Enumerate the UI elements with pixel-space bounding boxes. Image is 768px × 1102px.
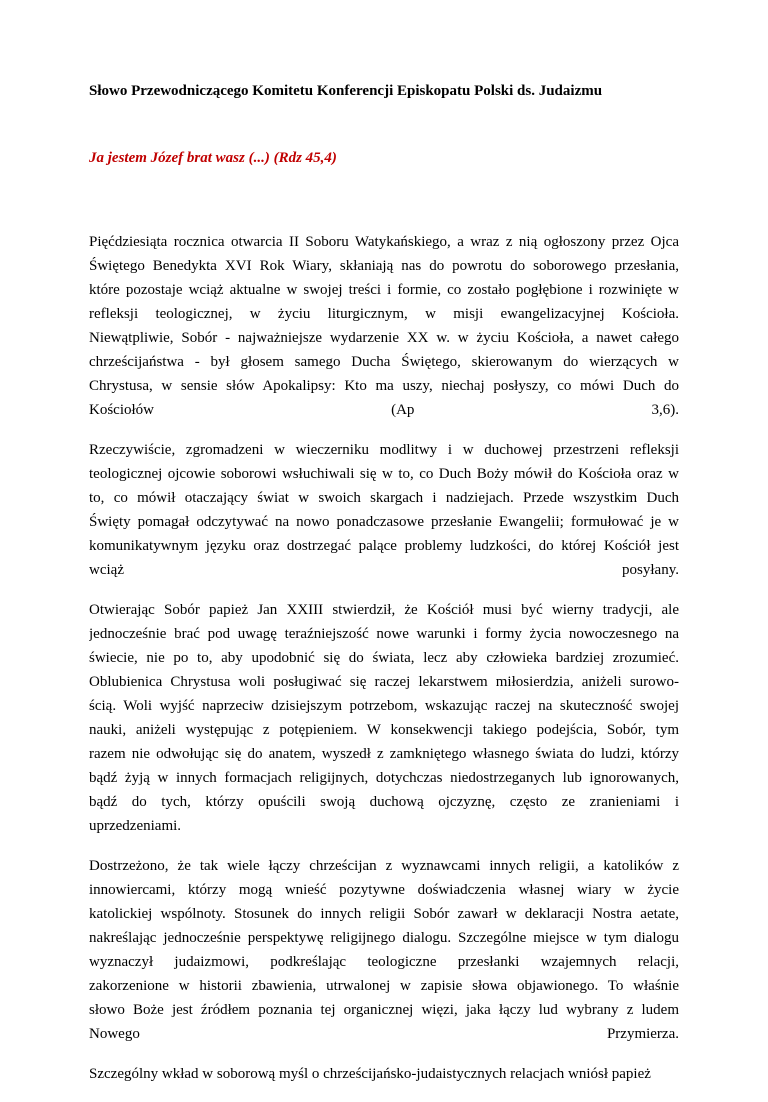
paragraph-line: refleksji teologicznej, w życiu liturgicznym, w misji ewangelizacyjnej Kościoła.	[89, 306, 679, 322]
paragraph-line: bądź żyją w innych formacjach religijnych, dotychczas niedostrzeganych lub ignorowanych,	[89, 770, 679, 786]
scripture-quote-heading: Ja jestem Józef brat wasz (...) (Rdz 45,4)	[89, 150, 337, 166]
paragraph-2	[89, 438, 679, 582]
paragraph-line: katolickiej wspólnoty. Stosunek do innych religii Sobór zawarł w deklaracji Nostra aetate,	[89, 906, 679, 922]
paragraph-line: komunikatywnym języku oraz dostrzegać palące problemy ludzkości, do której Kościół jest	[89, 538, 679, 554]
paragraph-line: Szczególny wkład w soborową myśl o chrześcijańsko-judaistycznych relacjach wniósł papież	[89, 1066, 651, 1082]
paragraph-line: które pozostaje wciąż aktualne w swojej treści i formie, co zostało pogłębione i rozwinięte w	[89, 282, 679, 298]
paragraph-line: Nowego Przymierza.	[89, 1026, 679, 1042]
paragraph-line: uprzedzeniami.	[89, 818, 182, 834]
paragraph-line: chrześcijaństwa - był głosem samego Ducha Świętego, skierowanym do wierzących w	[89, 354, 679, 370]
paragraph-line: jednocześnie brać pod uwagę teraźniejszość nowe warunki i formy życia nowoczesnego na	[89, 626, 679, 642]
paragraph-1	[89, 230, 679, 422]
paragraph-line: Święty pomagał odczytywać na nowo ponadczasowe przesłanie Ewangelii; formułować je w	[89, 514, 679, 530]
paragraph-line: Chrystusa, w sensie słów Apokalipsy: Kto ma uszy, niechaj posłyszy, co mówi Duch do	[89, 378, 679, 394]
paragraph-4	[89, 854, 679, 1046]
paragraph-line: słowo Boże jest źródłem poznania tej organicznej więzi, jaka łączy lud wybrany z ludem	[89, 1002, 679, 1018]
paragraph-line: ścią. Woli wyjść naprzeciw dzisiejszym potrzebom, wskazując raczej na skuteczność swojej	[89, 698, 679, 714]
document-heading: Słowo Przewodniczącego Komitetu Konferencji Episkopatu Polski ds. Judaizmu	[89, 83, 603, 99]
paragraph-line: nauki, aniżeli występując z potępieniem. W konsekwencji takiego podejścia, Sobór, tym	[89, 722, 679, 738]
paragraph-line: nakreślając jednocześnie perspektywę religijnego dialogu. Szczególne miejsce w tym dialogu	[89, 930, 679, 946]
paragraph-line: Dostrzeżono, że tak wiele łączy chrześcijan z wyznawcami innych religii, a katolików z	[89, 858, 679, 874]
paragraph-line: wciąż posyłany.	[89, 562, 679, 578]
paragraph-line: zakorzenione w historii zbawienia, utrwalonej w zapisie słowa objawionego. To właśnie	[89, 978, 679, 994]
paragraph-3	[89, 598, 679, 838]
paragraph-line: wyznaczył judaizmowi, podkreślając teologiczne przesłanki wzajemnych relacji,	[89, 954, 679, 970]
paragraph-line: Rzeczywiście, zgromadzeni w wieczerniku modlitwy i w duchowej przestrzeni refleksji	[89, 442, 679, 458]
paragraph-line: teologicznej ojcowie soborowi wsłuchiwali się w to, co Duch Boży mówił do Kościoła oraz w	[89, 466, 679, 482]
paragraph-line: Pięćdziesiąta rocznica otwarcia II Soboru Watykańskiego, a wraz z nią ogłoszony przez Ojca	[89, 234, 679, 250]
document-body	[89, 230, 679, 1102]
paragraph-line: to, co mówił otaczający świat w swoich skargach i nadziejach. Przede wszystkim Duch	[89, 490, 679, 506]
paragraph-line: świecie, nie po to, aby upodobnić się do świata, lecz aby człowieka bardziej zrozumieć.	[89, 650, 679, 666]
paragraph-line: Kościołów (Ap 3,6).	[89, 402, 679, 418]
paragraph-line: Otwierając Sobór papież Jan XXIII stwierdził, że Kościół musi być wierny tradycji, ale	[89, 602, 679, 618]
paragraph-line: innowiercami, którzy mogą wnieść pozytywne doświadczenia własnej wiary w życie	[89, 882, 679, 898]
paragraph-line: Oblubienica Chrystusa woli posługiwać się raczej lekarstwem miłosierdzia, aniżeli surowo-	[89, 674, 679, 690]
paragraph-line: razem nie odwołując się do anatem, wyszedł z zamkniętego własnego świata do ludzi, którzy	[89, 746, 679, 762]
paragraph-line: Niewątpliwie, Sobór - najważniejsze wydarzenie XX w. w życiu Kościoła, a nawet całego	[89, 330, 679, 346]
paragraph-line: Świętego Benedykta XVI Rok Wiary, skłaniają nas do powrotu do soborowego przesłania,	[89, 258, 679, 274]
paragraph-line: bądź do tych, którzy opuścili swoją duchową ojczyznę, często ze zranieniami i	[89, 794, 679, 810]
paragraph-5	[89, 1062, 679, 1086]
